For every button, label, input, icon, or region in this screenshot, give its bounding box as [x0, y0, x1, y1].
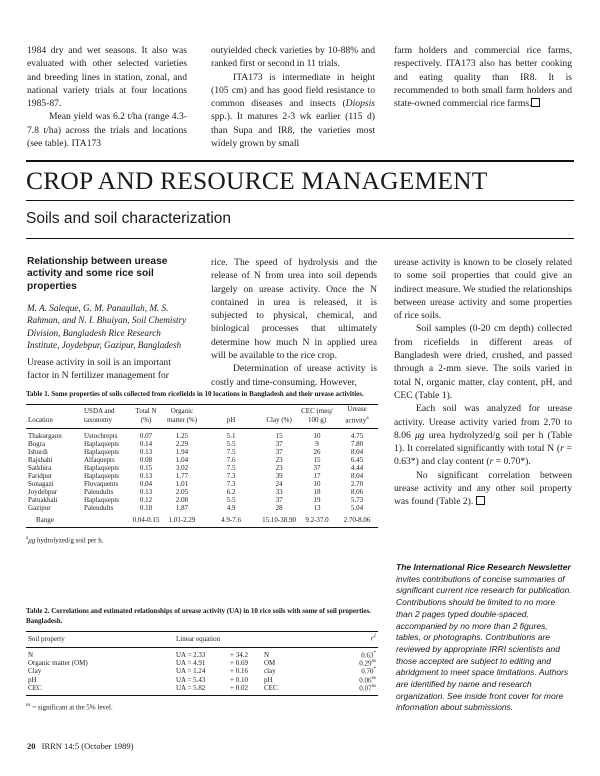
table-cell: 2.08	[175, 496, 189, 505]
page-footer	[27, 741, 133, 751]
table-cell: 8.04	[350, 472, 364, 481]
submission-notice	[396, 562, 572, 714]
table-cell: Patuakhali	[28, 496, 58, 505]
table-cell: 4.9	[226, 504, 236, 513]
table-cell: 0.14	[139, 440, 153, 449]
table-cell: Rajshahi	[28, 456, 53, 465]
table-cell: 37	[313, 464, 321, 473]
table-cell: 17	[313, 472, 321, 481]
table-cell: 1.94	[175, 448, 189, 457]
table-cell: 0.04	[139, 480, 153, 489]
table-row	[26, 429, 378, 441]
top-col2-paragraph-1: outyielded check varieties by 10-88% and ranked first or second in 11 trials.	[211, 45, 375, 70]
t2-header-soil-property: Soil property	[28, 634, 65, 643]
table-cell: 1.77	[175, 472, 189, 481]
table-row	[26, 448, 378, 456]
table-cell: + 0.02	[230, 683, 248, 692]
top-col3-paragraph-1: farm holders and commercial rice farms, respectively. ITA173 also has better cooking and eating quality than IR8. It is recommended to both small farm holders and state-owned commercial rice farms.	[394, 45, 572, 110]
notice-text: invites contributions of concise summaries of significant current rice research for publication. Contributions should be limited to no more than 2 pages typed double-spaced, accompanied by no more than 2 figures, tables, or photographs. Contributions are reviewed by appropriate IRRI scientists and those accepted are subject to editing and abridgment to meet space limitations. Authors are identified by name and research organization. See inside front cover for more information about submissions.	[396, 573, 572, 713]
table-cell: 23	[275, 456, 283, 465]
table-cell: 0.10	[139, 504, 153, 513]
genus-name: Diopsis	[345, 98, 375, 110]
table-cell: 37	[275, 448, 283, 457]
table-cell: + 0.10	[230, 675, 248, 684]
table-cell: Haplaquepts	[84, 440, 119, 449]
table-cell: 8.06	[350, 488, 364, 497]
article-col3-paragraph-1: urease activity is known to be closely related to some soil properties that could give an indirect measure. We studied the relationships between urease activity and some properties of rice soils.	[394, 257, 572, 322]
table-row	[26, 456, 378, 464]
table-cell: 1.01-2.29	[168, 516, 196, 525]
notice-title: The International Rice Research Newsletter	[396, 562, 571, 572]
t2-header-r2: $r^2$	[370, 634, 376, 643]
table-cell: 0.04-0.15	[132, 516, 160, 525]
table-cell: 0.13	[139, 448, 153, 457]
table-cell: 7.5	[226, 448, 236, 457]
table-cell: Bogra	[28, 440, 46, 449]
table-2	[26, 607, 378, 712]
t1-header-clay: Clay (%)	[266, 416, 292, 425]
t1-header-organic-matter: Organic matter (%)	[166, 407, 198, 425]
top-col2-paragraph-2: ITA173 is intermediate in height (105 cm) and has good field resistance to common diseases and insects (Diopsis spp.). It matures 2-3 wk earlier (115 d) than Supa and IR8, the varieties most widely grown by small	[211, 71, 375, 150]
table-cell: Haplaquepts	[84, 448, 119, 457]
article-column-1	[27, 256, 195, 383]
table-row	[26, 504, 378, 512]
table-cell: Organic matter (OM)	[28, 658, 88, 667]
table-cell: 6.2	[226, 488, 236, 497]
table-cell: Ustochrepts	[84, 432, 118, 441]
section-title: CROP AND RESOURCE MANAGEMENT	[26, 166, 488, 195]
table-cell: 0.13	[139, 488, 153, 497]
top-column-1	[27, 44, 187, 150]
table-cell: Range	[36, 516, 54, 525]
t1-header-urease: Urease activity$^a$	[345, 404, 369, 425]
table-cell: 0.07	[139, 432, 153, 441]
table-cell: Haplaquepts	[84, 464, 119, 473]
article-title: Relationship between urease activity and some rice soil properties	[27, 256, 168, 292]
end-mark-icon	[531, 98, 540, 107]
table-cell: 37	[275, 440, 283, 449]
table-cell: UA = 5.82	[176, 683, 206, 692]
table-cell: pH	[264, 675, 273, 684]
table-cell: N	[28, 650, 34, 659]
t1-header-total-n: Total N (%)	[135, 407, 157, 425]
table-cell: 15.10-38.90	[262, 516, 296, 525]
table-cell: 9	[315, 440, 319, 449]
table-2-footnote: $^{ns}$ = significant at the 5% level.	[26, 703, 113, 712]
table-row	[26, 472, 378, 480]
table-cell: 5.1	[226, 432, 236, 441]
table-cell: 33	[275, 488, 283, 497]
t2-header-equation: Linear equation	[176, 634, 221, 643]
table-cell: Gazipur	[28, 504, 51, 513]
article-col3-paragraph-2: Soil samples (0-20 cm depth) collected from ricefields in different areas of Bangladesh were dried, crushed, and passed through a 2-mm sieve. The soils varied in total N, organic matter, clay content, pH, and CEC (Table 1).	[394, 323, 572, 401]
table-cell: 5.04	[350, 504, 364, 513]
table-cell: OM	[264, 658, 276, 667]
table-cell: 7.80	[350, 440, 364, 449]
r2-cell: $0.07^{ns}$	[359, 683, 376, 693]
table-cell: 0.12	[139, 496, 153, 505]
table-cell: 3.02	[175, 464, 189, 473]
table-cell: UA = 1.24	[176, 667, 206, 676]
table-row	[26, 684, 378, 696]
table-cell: Haplaquepts	[84, 496, 119, 505]
table-cell: 1.25	[175, 432, 189, 441]
section-subtitle: Soils and soil characterization	[26, 210, 232, 227]
r2-cell: $0.06^{ns}$	[359, 675, 376, 684]
table-cell: UA = 4.91	[176, 658, 206, 667]
table-cell: 28	[275, 504, 283, 513]
top-col1-paragraph-2: Mean yield was 6.2 t/ha (range 4.3-7.8 t/ha) across the trials and locations (see table). ITA173	[27, 111, 187, 150]
article-intro: Urease activity in soil is an important factor in N fertilizer management for	[27, 357, 171, 382]
table-cell: 6.45	[350, 456, 364, 465]
table-cell: Satkhira	[28, 464, 52, 473]
article-column-2	[211, 256, 377, 389]
table-cell: + 0.16	[230, 667, 248, 676]
table-cell: 18	[313, 488, 321, 497]
table-row	[26, 676, 378, 684]
top-column-3	[394, 44, 572, 110]
table-cell: clay	[264, 667, 276, 676]
table-cell: 8.04	[350, 448, 364, 457]
table-cell: 2.70-8.06	[343, 516, 371, 525]
table-row	[26, 464, 378, 472]
table-cell: 5.73	[350, 496, 364, 505]
table-cell: 10	[313, 432, 321, 441]
table-cell: 23	[275, 464, 283, 473]
section-rule-middle	[26, 200, 574, 201]
table-range-row	[26, 512, 378, 528]
r2-cell: $0.29^{ns}$	[359, 658, 376, 668]
table-cell: 7.3	[226, 472, 236, 481]
table-cell: 37	[275, 496, 283, 505]
table-cell: 2.29	[175, 440, 189, 449]
table-2-caption: Table 2. Correlations and estimated relationships of urease activity (UA) in 10 rice soils with some of soil properties. Bangladesh.	[26, 607, 371, 625]
article-col3-paragraph-4: No significant correlation between urease activity and any other soil property was found (Table 2).	[394, 469, 572, 508]
table-cell: 19	[313, 496, 321, 505]
table-1-footnote: $^a$μg hydrolyzed/g soil per h.	[26, 536, 104, 545]
table-2-grid	[26, 631, 378, 697]
article-authors: M. A. Saleque, G. M. Panaullah, M. S. Rahman, and N. I. Bhuiyan, Soil Chemistry Division, Bangladesh Rice Research Institute, Joydebpur, Gazipur, Bangladesh	[27, 303, 187, 350]
table-cell: 26	[313, 448, 321, 457]
section-rule-bottom	[26, 238, 574, 239]
table-cell: UA = 2.33	[176, 650, 206, 659]
table-cell: pH	[28, 675, 37, 684]
table-cell: Alfaquepts	[84, 456, 115, 465]
table-cell: 2.70	[350, 480, 364, 489]
table-cell: 0.13	[139, 472, 153, 481]
page-number: 20	[27, 741, 36, 751]
section-rule-top	[26, 160, 574, 162]
table-cell: 0.15	[139, 464, 153, 473]
table-row	[26, 667, 378, 675]
t1-header-taxonomy: USDA and taxonomy	[84, 407, 115, 425]
end-mark-icon	[476, 496, 485, 505]
table-row	[26, 496, 378, 504]
table-cell: Thakurgaon	[28, 432, 62, 441]
table-cell: Clay	[28, 667, 42, 676]
t1-header-cec: CEC (meq/ 100 g)	[301, 407, 333, 425]
table-row	[26, 440, 378, 448]
table-row	[26, 659, 378, 667]
table-cell: 7.3	[226, 480, 236, 489]
table-1-caption: Table 1. Some properties of soils collected from ricefields in 10 locations in Bangladesh and their urease activities.	[26, 390, 364, 398]
table-cell: + 0.69	[230, 658, 248, 667]
table-cell: 39	[275, 472, 283, 481]
table-cell: 15	[275, 432, 283, 441]
table-cell: Paleudults	[84, 504, 114, 513]
table-cell: Joydebpur	[28, 488, 58, 497]
t1-header-ph: pH	[226, 416, 236, 425]
top-col1-paragraph-1: 1984 dry and wet seasons. It also was evaluated with other selected varieties and breeding lines in station, zonal, and national variety trials at four locations 1985-87.	[27, 45, 187, 110]
table-cell: 5.5	[226, 440, 236, 449]
issue-label: IRRN 14:5 (October 1989)	[41, 741, 134, 751]
table-cell: Fluvaquents	[84, 480, 119, 489]
table-cell: 5.5	[226, 496, 236, 505]
table-cell: 4.44	[350, 464, 364, 473]
top-column-2	[211, 44, 375, 150]
table-cell: 13	[313, 504, 321, 513]
table-cell: Faridpur	[28, 472, 53, 481]
article-col3-paragraph-3: Each soil was analyzed for urease activity. Urease activity varied from 2.70 to 8.06 μg urea hydrolyzed/g soil per h (Table 1). It correlated significantly with total N (r = 0.63*) and clay content (r = 0.70*).	[394, 403, 573, 468]
table-cell: Sonagazi	[28, 480, 54, 489]
table-cell: Paleudults	[84, 488, 114, 497]
article-col2-paragraph-2: Determination of urease activity is costly and time-consuming. However,	[211, 363, 377, 388]
table-cell: 1.01	[175, 480, 189, 489]
table-cell: Ishurdi	[28, 448, 48, 457]
table-cell: CEC	[264, 683, 278, 692]
article-col2-paragraph-1: rice. The speed of hydrolysis and the release of N from urea into soil depends largely on urease activity. Once the N contained in urea is released, it is subjected to physical, chemical, and biological processes that ultimately determine how much N in applied urea will be available to the rice crop.	[211, 257, 377, 362]
table-cell: Haplaquepts	[84, 472, 119, 481]
table-cell: N	[264, 650, 270, 659]
table-cell: 4.75	[350, 432, 364, 441]
table-cell: + 34.2	[230, 650, 248, 659]
table-cell: CEC	[28, 683, 42, 692]
table-cell: 2.05	[175, 488, 189, 497]
table-cell: 10	[313, 480, 321, 489]
table-1-grid	[26, 404, 378, 528]
table-1	[26, 390, 378, 544]
table-cell: UA = 5.43	[176, 675, 206, 684]
table-row	[26, 647, 378, 659]
t1-header-location: Location	[28, 416, 53, 425]
table-row	[26, 488, 378, 496]
table-cell	[82, 512, 130, 528]
article-column-3	[394, 256, 572, 509]
table-cell: 0.08	[139, 456, 153, 465]
table-cell: 7.6	[226, 456, 236, 465]
table-cell: 15	[313, 456, 321, 465]
r2-cell: 0.70*	[361, 667, 376, 676]
r2-cell: 0.63*	[361, 650, 376, 659]
table-cell: 4.9-7.6	[221, 516, 241, 525]
table-cell: 9.2-37.0	[305, 516, 329, 525]
table-row	[26, 480, 378, 488]
table-cell: 1.04	[175, 456, 189, 465]
table-cell: 24	[275, 480, 283, 489]
table-cell: 7.5	[226, 464, 236, 473]
table-cell: 1.87	[175, 504, 189, 513]
